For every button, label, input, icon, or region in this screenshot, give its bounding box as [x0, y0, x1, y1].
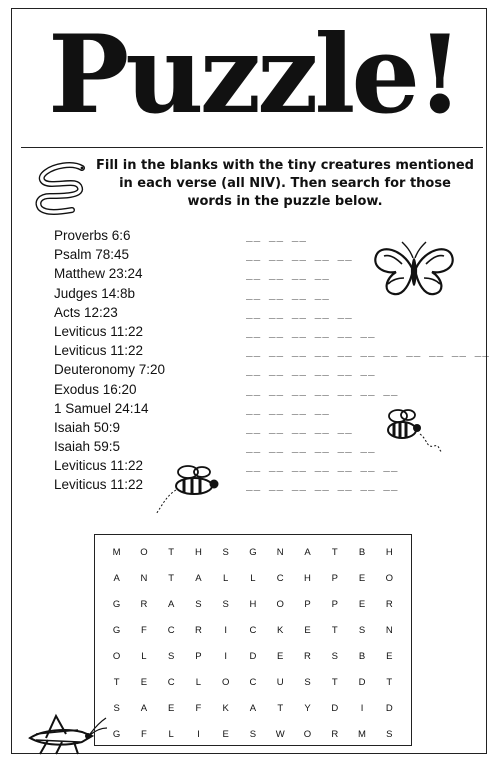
grid-letter[interactable]: O [276, 598, 284, 610]
answer-blanks[interactable]: __ __ __ __ __ [246, 248, 353, 262]
grid-letter[interactable]: S [358, 624, 366, 636]
grid-letter[interactable]: S [222, 546, 229, 558]
grid-row [95, 721, 411, 747]
grid-letter[interactable]: F [140, 624, 147, 636]
grid-letter[interactable]: B [358, 546, 366, 558]
verse-reference: Proverbs 6:6 [54, 228, 131, 243]
page-title-text: Puzzle! [48, 12, 460, 138]
verse-reference: 1 Samuel 24:14 [54, 400, 149, 416]
verse-row [54, 475, 494, 494]
grid-letter[interactable]: O [112, 650, 121, 662]
verse-reference: Acts 12:23 [54, 304, 118, 320]
verse-row [54, 322, 494, 341]
instructions-text: Fill in the blanks with the tiny creatures mentioned in each verse (all NIV). Then search for those words in the puzzle below. [96, 158, 474, 209]
grid-letter[interactable]: D [358, 676, 366, 688]
grid-letter[interactable]: L [250, 572, 256, 584]
verse-row [54, 380, 494, 399]
verse-reference: Exodus 16:20 [54, 381, 137, 397]
grid-letter[interactable]: F [195, 702, 202, 714]
grid-letter[interactable]: E [304, 624, 311, 636]
verse-reference: Leviticus 11:22 [54, 477, 144, 493]
grid-letter[interactable]: R [385, 598, 393, 610]
answer-blanks[interactable]: __ __ __ __ __ __ __ [246, 382, 399, 396]
grid-letter[interactable]: C [249, 676, 257, 688]
grid-letter[interactable]: D [331, 702, 339, 714]
grid-row [95, 539, 411, 565]
grid-letter[interactable]: P [331, 572, 338, 584]
grid-letter[interactable]: C [249, 624, 257, 636]
grid-letter[interactable]: O [303, 728, 312, 740]
verse-row [54, 341, 494, 360]
verse-reference: Psalm 78:45 [54, 247, 130, 263]
verse-reference: Matthew 23:24 [54, 266, 143, 282]
verse-reference: Deuteronomy 7:20 [54, 362, 166, 378]
answer-blanks[interactable]: __ __ __ __ __ [246, 305, 353, 319]
grid-letter[interactable]: E [140, 676, 148, 688]
grid-letter[interactable]: O [140, 546, 148, 558]
grid-letter[interactable]: L [141, 650, 147, 662]
grid-letter[interactable]: A [304, 546, 311, 558]
grid-letter[interactable]: G [112, 624, 121, 636]
grid-letter[interactable]: E [358, 598, 366, 610]
grid-letter[interactable]: T [113, 676, 120, 688]
grid-letter[interactable]: I [224, 650, 227, 662]
grid-letter[interactable]: I [360, 702, 364, 714]
grid-letter[interactable]: H [304, 572, 311, 584]
grid-letter[interactable]: C [167, 624, 175, 636]
bee-icon [376, 404, 446, 454]
grid-letter[interactable]: H [249, 598, 257, 610]
grid-letter[interactable]: S [113, 702, 120, 714]
grid-letter[interactable]: E [358, 572, 366, 584]
grid-letter[interactable]: H [385, 546, 393, 558]
grid-letter[interactable]: A [140, 702, 148, 714]
grid-letter[interactable]: Y [304, 702, 311, 714]
worm-icon [32, 160, 94, 216]
answer-blanks[interactable]: __ __ __ __ [246, 401, 330, 415]
grid-row [95, 643, 411, 669]
grid-letter[interactable]: B [358, 650, 366, 662]
grid-letter[interactable]: D [249, 650, 257, 662]
grid-letter[interactable]: O [385, 572, 393, 584]
answer-blanks[interactable]: __ __ __ __ __ [246, 420, 353, 434]
fly-icon [148, 462, 228, 520]
verse-reference: Leviticus 11:22 [54, 343, 144, 359]
grid-letter[interactable]: K [277, 624, 284, 636]
grid-letter[interactable]: P [304, 598, 311, 610]
grid-letter[interactable]: L [195, 676, 202, 688]
word-search-grid [94, 534, 412, 746]
grid-row [95, 695, 411, 721]
grid-letter[interactable]: I [197, 728, 200, 740]
grid-letter[interactable]: G [112, 598, 121, 610]
grid-letter[interactable]: U [276, 676, 284, 688]
grid-letter[interactable]: P [331, 598, 338, 610]
verse-reference: Isaiah 50:9 [54, 419, 121, 435]
grid-letter[interactable]: F [140, 728, 147, 740]
grid-letter[interactable]: E [167, 702, 175, 714]
grid-letter[interactable]: H [194, 546, 202, 558]
verse-reference: Judges 14:8b [54, 285, 136, 301]
grid-letter[interactable]: I [224, 624, 227, 636]
grid-letter[interactable]: S [331, 650, 338, 662]
grid-letter[interactable]: S [386, 728, 393, 740]
answer-blanks[interactable]: __ __ __ __ __ __ __ __ __ __ __ [246, 344, 490, 358]
answer-blanks[interactable]: __ __ __ __ [246, 267, 330, 281]
answer-blanks[interactable]: __ __ __ __ __ __ [246, 324, 376, 338]
grid-letter[interactable]: S [249, 728, 257, 740]
grid-letter[interactable]: S [167, 650, 175, 662]
answer-blanks[interactable]: __ __ __ __ __ __ [246, 440, 376, 454]
grid-letter[interactable]: D [385, 702, 393, 714]
answer-blanks[interactable]: __ __ __ __ __ __ __ [246, 478, 399, 492]
grid-letter[interactable]: N [385, 624, 393, 636]
grid-letter[interactable]: R [194, 624, 202, 636]
verse-row [54, 303, 494, 322]
grid-letter[interactable]: E [386, 650, 393, 662]
page-title [48, 10, 468, 140]
grid-letter[interactable]: N [276, 546, 284, 558]
answer-blanks[interactable]: __ __ __ __ __ __ [246, 363, 376, 377]
grid-letter[interactable]: R [304, 650, 311, 662]
grid-letter[interactable]: N [140, 572, 148, 584]
grid-letter[interactable]: T [331, 624, 338, 636]
grid-letter[interactable]: S [304, 676, 311, 688]
grid-row [95, 591, 411, 617]
grid-letter[interactable]: T [168, 546, 175, 558]
grid-letter[interactable]: G [249, 546, 257, 558]
grid-letter[interactable]: C [167, 676, 175, 688]
butterfly-icon [372, 238, 456, 300]
answer-blanks[interactable]: __ __ __ __ __ __ __ [246, 459, 399, 473]
verse-row [54, 360, 494, 379]
grid-letter[interactable]: W [275, 728, 285, 740]
grid-letter[interactable]: L [223, 572, 229, 584]
grid-letter[interactable]: L [168, 728, 174, 740]
grid-letter[interactable]: E [222, 728, 229, 740]
answer-blanks[interactable]: __ __ __ __ [246, 286, 330, 300]
verse-reference: Leviticus 11:22 [54, 458, 144, 474]
grid-letter[interactable]: T [386, 676, 393, 688]
grid-letter[interactable]: A [113, 572, 120, 584]
grid-letter[interactable]: P [195, 650, 202, 662]
verse-row [54, 456, 494, 475]
grid-letter[interactable]: T [277, 702, 284, 714]
grid-letter[interactable]: A [249, 702, 257, 714]
answer-blanks[interactable]: __ __ __ [246, 229, 307, 242]
verse-reference: Isaiah 59:5 [54, 439, 121, 455]
grid-letter[interactable]: M [358, 728, 366, 740]
grid-letter[interactable]: A [167, 598, 175, 610]
grid-letter[interactable]: T [168, 572, 175, 584]
grid-letter[interactable]: G [112, 728, 121, 740]
grid-letter[interactable]: R [140, 598, 148, 610]
grid-letter[interactable]: E [277, 650, 284, 662]
grid-letter[interactable]: R [331, 728, 339, 740]
grid-letter[interactable]: O [221, 676, 230, 688]
grid-row [95, 565, 411, 591]
grid-letter[interactable]: S [195, 598, 202, 610]
grid-letter[interactable]: K [222, 702, 229, 714]
grid-row [95, 669, 411, 695]
grid-row [95, 617, 411, 643]
grid-letter[interactable]: S [222, 598, 229, 610]
grid-letter[interactable]: T [331, 546, 338, 558]
grid-letter[interactable]: C [276, 572, 284, 584]
title-divider [21, 147, 483, 148]
verse-reference: Leviticus 11:22 [54, 323, 144, 339]
grid-letter[interactable]: A [195, 572, 202, 584]
grid-letter[interactable]: M [112, 546, 121, 558]
grid-letter[interactable]: T [331, 676, 338, 688]
